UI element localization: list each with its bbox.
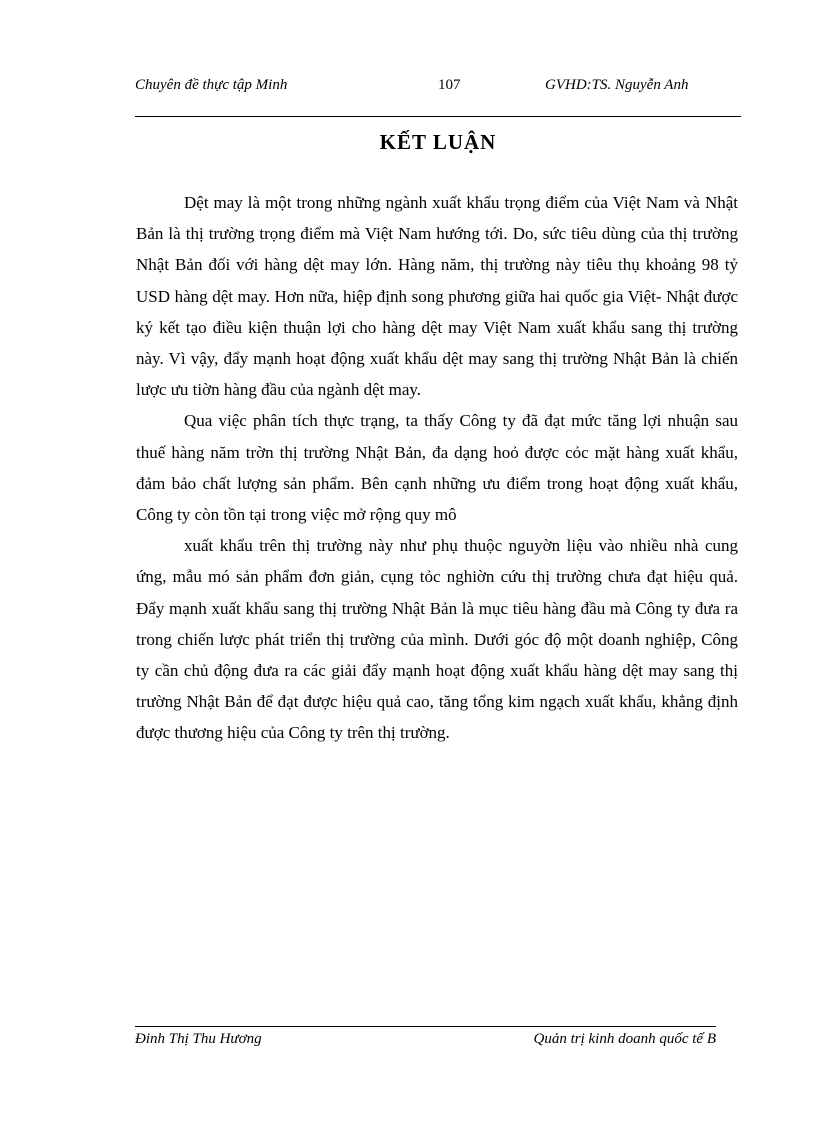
page-number: 107	[438, 77, 461, 93]
footer-divider	[135, 1026, 716, 1027]
paragraph-2: Qua việc phân tích thực trạng, ta thấy Công ty đã đạt mức tăng lợi nhuận sau thuế hàng năm trờn thị trường Nhật Bản, đa dạng hoỏ được cỏc mặt hàng xuất khẩu, đảm bảo chất lượng sản phẩm. Bên cạnh những ưu điểm trong hoạt động xuất khẩu, Công ty còn tồn tại trong việc mở rộng quy mô	[136, 411, 738, 525]
footer-course: Quản trị kinh doanh quốc tế B	[533, 1031, 716, 1047]
paragraph-3: xuất khẩu trên thị trường này như phụ thuộc nguyờn liệu vào nhiều nhà cung ứng, mẫu mó sản phẩm đơn giản, cụng tỏc nghiờn cứu thị trường chưa đạt hiệu quả. Đẩy mạnh xuất khẩu sang thị trường Nhật Bản là mục tiêu hàng đầu mà Công ty đưa ra trong chiến lược phát triển thị trường của mình. Dưới góc độ một doanh nghiệp, Công ty cần chủ động đưa ra các giải đẩy mạnh hoạt động xuất khẩu hàng dệt may sang thị trường Nhật Bản để đạt được hiệu quả cao, tăng tổng kim ngạch xuất khẩu, khẳng định được thương hiệu của Công ty trên thị trường.	[136, 536, 738, 743]
header-topic: Chuyên đề thực tập Minh	[135, 77, 288, 93]
footer-author: Đinh Thị Thu Hương	[135, 1031, 262, 1047]
header-supervisor: GVHD:TS. Nguyễn Anh	[545, 77, 689, 93]
body-text	[136, 187, 738, 749]
page-title: KẾT LUẬN	[379, 130, 497, 154]
paragraph-1: Dệt may là một trong những ngành xuất khẩu trọng điểm của Việt Nam và Nhật Bản là thị trường trọng điểm mà Việt Nam hướng tới. Do, sức tiêu dùng của thị trường Nhật Bản đối với hàng dệt may lớn. Hàng năm, thị trường này tiêu thụ khoảng 98 tỷ USD hàng dệt may. Hơn nữa, hiệp định song phương giữa hai quốc gia Việt- Nhật được ký kết tạo điều kiện thuận lợi cho hàng dệt may Việt Nam xuất khẩu sang thị trường này. Vì vậy, đẩy mạnh hoạt động xuất khẩu dệt may sang thị trường Nhật Bản là chiến lược ưu tiờn hàng đầu của ngành dệt may.	[136, 193, 738, 400]
page-header	[135, 76, 741, 117]
